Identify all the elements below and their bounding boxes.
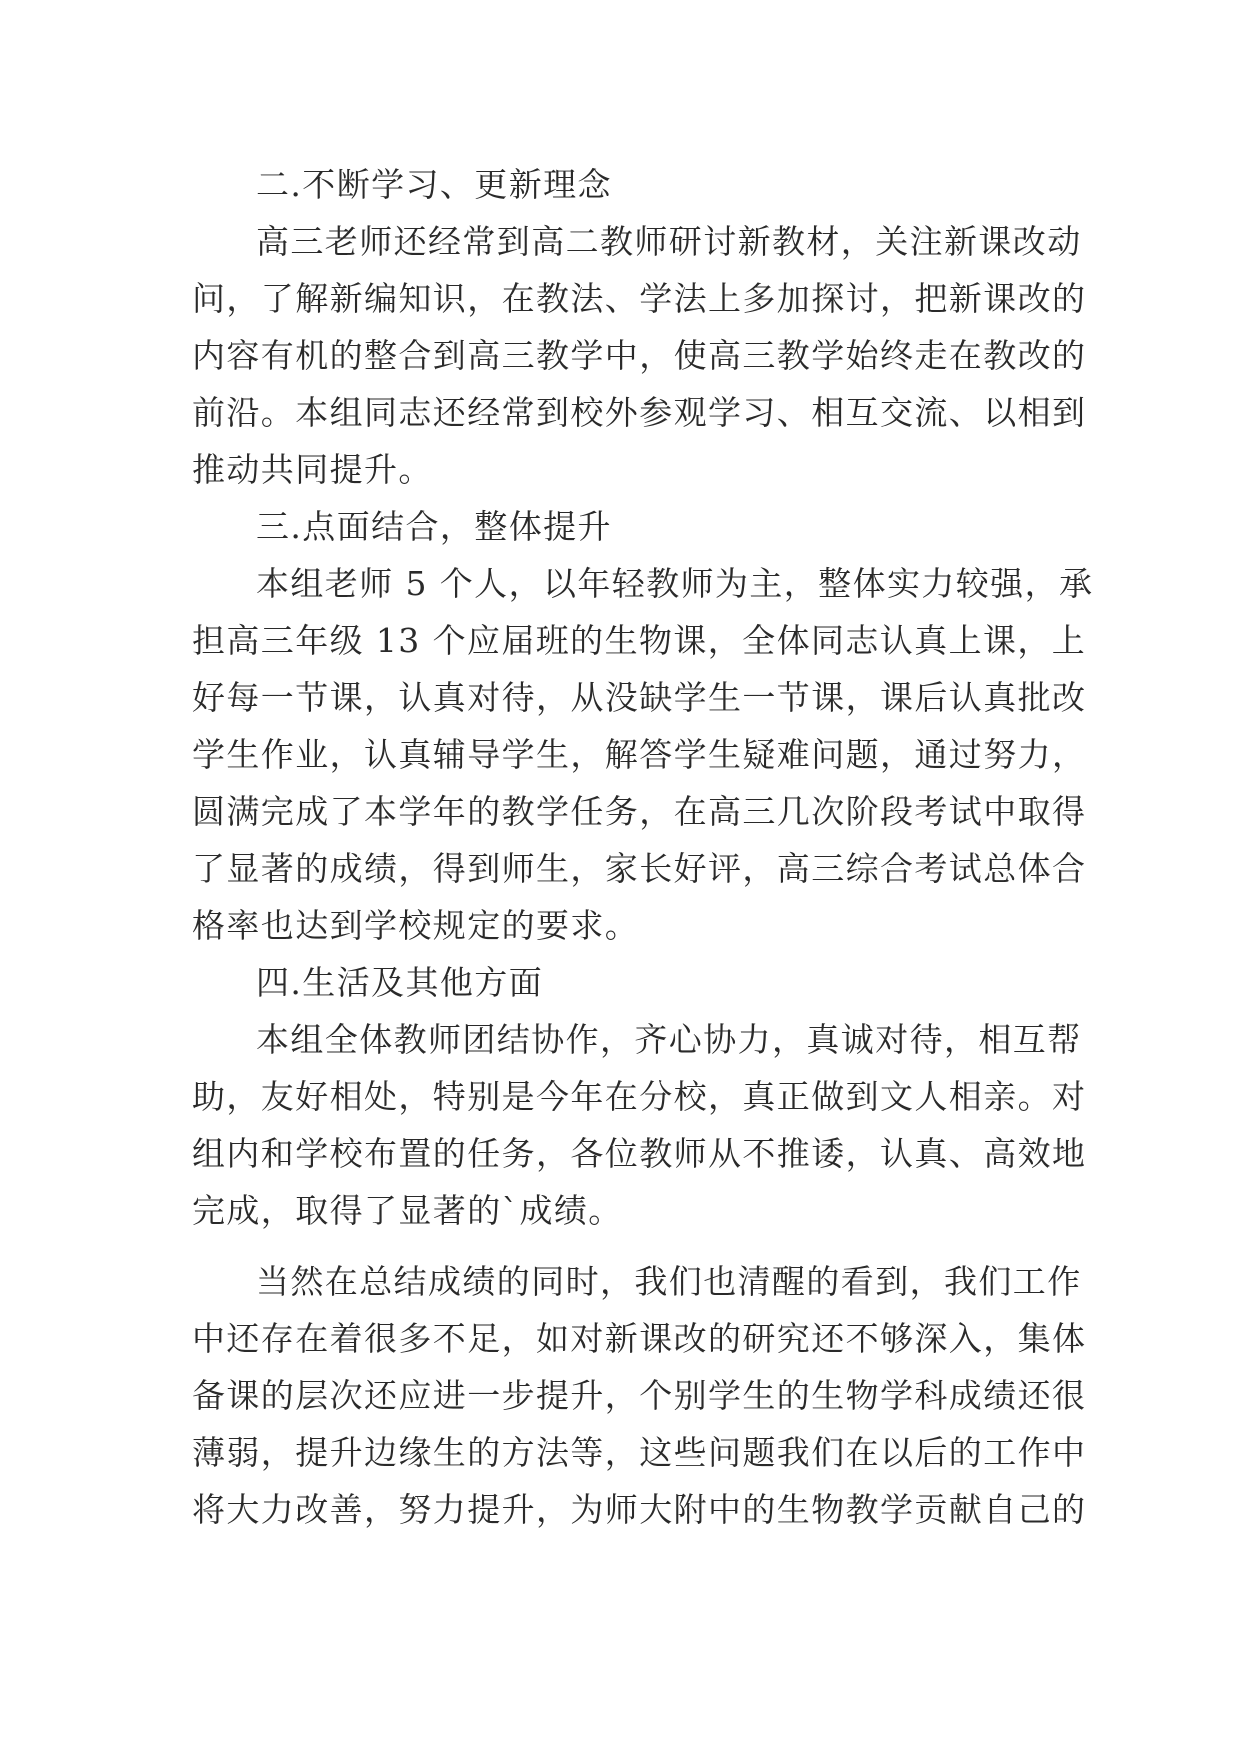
paragraph-line: 好每一节课，认真对待，从没缺学生一节课，课后认真批改 <box>192 678 1087 717</box>
paragraph-line: 组内和学校布置的任务，各位教师从不推诿，认真、高效地 <box>192 1134 1087 1173</box>
paragraph-line: 本组老师 5 个人，以年轻教师为主，整体实力较强，承 <box>256 564 1094 603</box>
paragraph-line: 前沿。本组同志还经常到校外参观学习、相互交流、以相到 <box>192 393 1087 432</box>
paragraph-line: 了显著的成绩，得到师生，家长好评，高三综合考试总体合 <box>192 849 1087 888</box>
paragraph-line: 中还存在着很多不足，如对新课改的研究还不够深入，集体 <box>192 1319 1087 1358</box>
paragraph-line: 本组全体教师团结协作，齐心协力，真诚对待，相互帮 <box>256 1020 1082 1059</box>
paragraph-line: 薄弱，提升边缘生的方法等，这些问题我们在以后的工作中 <box>192 1433 1087 1472</box>
paragraph-line: 内容有机的整合到高三教学中，使高三教学始终走在教改的 <box>192 336 1087 375</box>
paragraph-line: 担高三年级 13 个应届班的生物课，全体同志认真上课，上 <box>192 621 1087 660</box>
paragraph-line: 将大力改善，努力提升，为师大附中的生物教学贡献自己的 <box>192 1490 1087 1529</box>
paragraph-line: 完成，取得了显著的`成绩。 <box>192 1191 623 1230</box>
paragraph-line: 格率也达到学校规定的要求。 <box>192 906 640 945</box>
paragraph-line: 推动共同提升。 <box>192 450 433 489</box>
heading-section-4: 四.生活及其他方面 <box>256 963 544 1002</box>
paragraph-line: 圆满完成了本学年的教学任务，在高三几次阶段考试中取得 <box>192 792 1087 831</box>
heading-section-2: 二.不断学习、更新理念 <box>256 165 612 204</box>
heading-section-3: 三.点面结合，整体提升 <box>256 507 612 546</box>
paragraph-line: 高三老师还经常到高二教师研讨新教材，关注新课改动 <box>256 222 1082 261</box>
paragraph-line: 当然在总结成绩的同时，我们也清醒的看到，我们工作 <box>256 1262 1082 1301</box>
paragraph-line: 备课的层次还应进一步提升，个别学生的生物学科成绩还很 <box>192 1376 1087 1415</box>
paragraph-line: 学生作业，认真辅导学生，解答学生疑难问题，通过努力， <box>192 735 1087 774</box>
paragraph-line: 助，友好相处，特别是今年在分校，真正做到文人相亲。对 <box>192 1077 1087 1116</box>
paragraph-line: 问，了解新编知识，在教法、学法上多加探讨，把新课改的 <box>192 279 1087 318</box>
